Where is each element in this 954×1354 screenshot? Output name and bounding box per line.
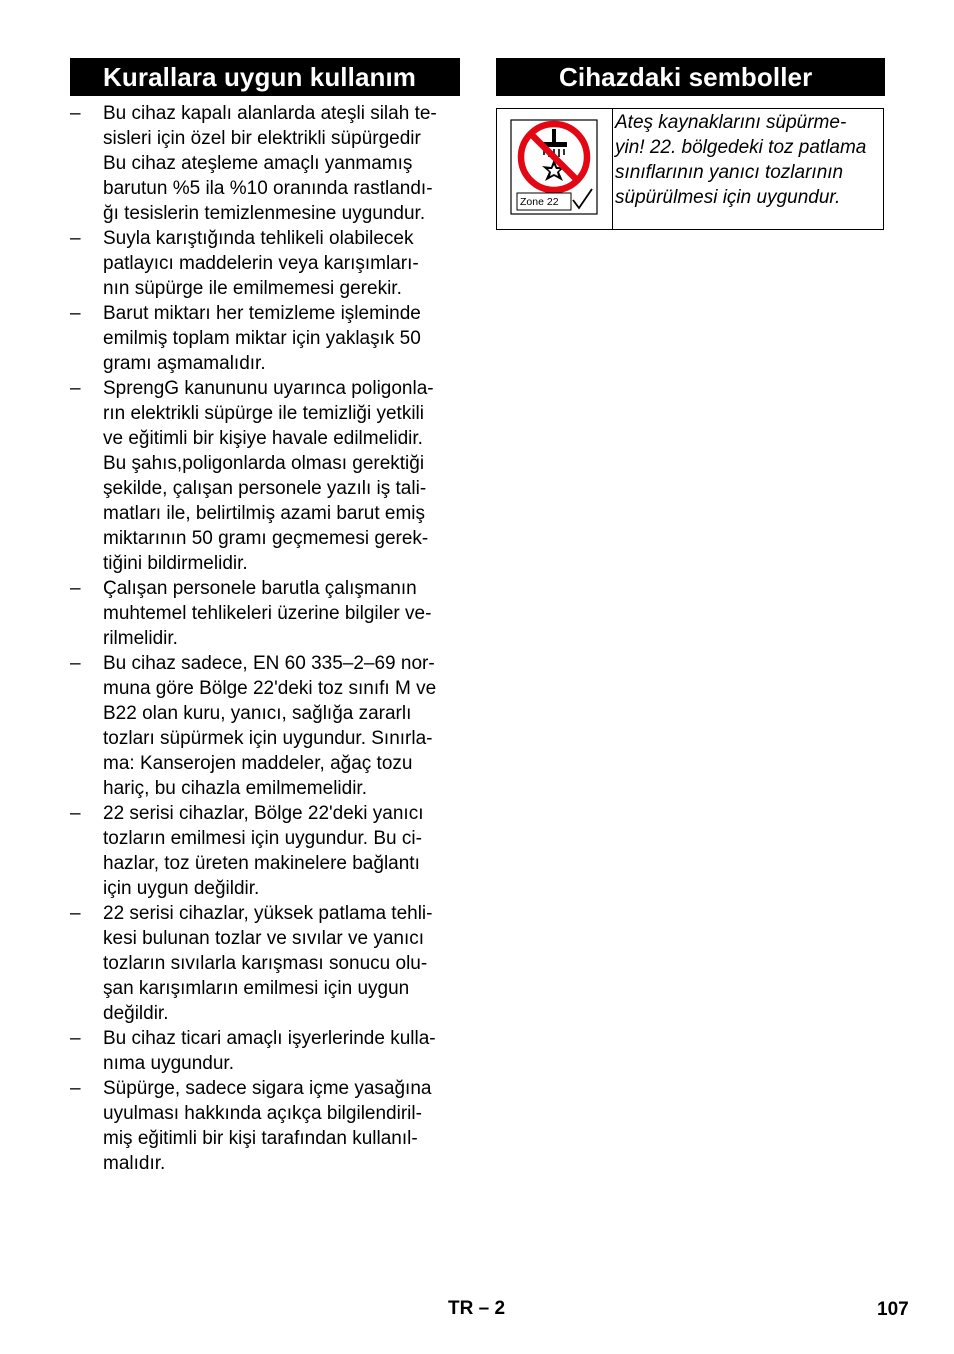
list-item — [70, 901, 460, 1026]
list-item-text: Bu cihaz kapalı alanlarda ateşli silah te- sisleri için özel bir elektrikli süpürgedir Bu cihaz ateşleme amaçlı yanmamış barutun %5 ila %10 oranında rastlandı- ğı tesislerin temizlenmesine uygundur. — [103, 103, 437, 224]
bullet-dash: – — [70, 228, 81, 249]
bullet-dash: – — [70, 1028, 81, 1049]
table-row — [497, 109, 884, 230]
list-item — [70, 651, 460, 801]
bullet-dash: – — [70, 1078, 81, 1099]
list-item-text: Bu cihaz sadece, EN 60 335–2–69 nor- muna göre Bölge 22'deki toz sınıfı M ve B22 olan kuru, yanıcı, sağlığa zararlı tozları süpürmek için uygundur. Sınırla- ma: Kanserojen maddeler, ağaç tozu hariç, bu cihazla emilmemelidir. — [103, 653, 437, 799]
bullet-dash: – — [70, 303, 81, 324]
bullet-dash: – — [70, 378, 81, 399]
section-code: TR – 2 — [448, 1298, 506, 1319]
right-column — [496, 58, 885, 230]
list-item-text: Suyla karıştığında tehlikeli olabilecek patlayıcı maddelerin veya karışımları- nın süpürge ile emilmemesi gerekir. — [103, 228, 419, 299]
list-item-text: 22 serisi cihazlar, Bölge 22'deki yanıcı tozların emilmesi için uygundur. Bu ci- hazlar, toz üreten makinelere bağlantı için uygun değildir. — [103, 803, 424, 899]
list-item-text: SprengG kanununu uyarınca poligonla- rın elektrikli süpürge ile temizliği yetkili ve eğitimli bir kişiye havale edilmelidir. Bu şahıs,poligonlarda olması gerektiği şekilde, çalışan personele yazılı iş tali- matları ile, belirtilmiş azami barut emiş miktarının 50 gramı geçmemesi gerek- tiğini bildirmelidir. — [103, 378, 434, 574]
list-item-text: Bu cihaz ticari amaçlı işyerlerinde kulla- nıma uygundur. — [103, 1028, 436, 1074]
symbol-table — [496, 108, 884, 230]
rules-list — [70, 101, 460, 1176]
bullet-dash: – — [70, 803, 81, 824]
zone-label: Zone 22 — [520, 196, 559, 208]
bullet-dash: – — [70, 653, 81, 674]
list-item — [70, 1076, 460, 1176]
bullet-dash: – — [70, 103, 81, 124]
bullet-dash: – — [70, 903, 81, 924]
section-heading-intended-use: Kurallara uygun kullanım — [70, 58, 460, 96]
list-item-text: Süpürge, sadece sigara içme yasağına uyulması hakkında açıkça bilgilendiril- miş eğitimli bir kişi tarafından kullanıl- malıdır. — [103, 1078, 432, 1174]
list-item — [70, 576, 460, 651]
list-item — [70, 801, 460, 901]
left-column — [70, 58, 460, 1176]
list-item — [70, 101, 460, 226]
symbol-description: Ateş kaynaklarını süpürme- yin! 22. bölgedeki toz patlama sınıflarının yanıcı tozlarının süpürülmesi için uygundur. — [613, 109, 884, 230]
list-item — [70, 301, 460, 376]
list-item-text: Barut miktarı her temizleme işleminde emilmiş toplam miktar için yaklaşık 50 gramı aşmamalıdır. — [103, 303, 421, 374]
list-item — [70, 376, 460, 576]
list-item-text: 22 serisi cihazlar, yüksek patlama tehli- kesi bulunan tozlar ve sıvılar ve yanıcı tozların sıvılarla karışması sonucu olu- şan karışımların emilmesi için uygun değildir. — [103, 903, 433, 1024]
list-item — [70, 1026, 460, 1076]
list-item-text: Çalışan personele barutla çalışmanın muhtemel tehlikeleri üzerine bilgiler ve- rilmelidir. — [103, 578, 432, 649]
symbol-image-cell — [497, 109, 613, 230]
list-item — [70, 226, 460, 301]
bullet-dash: – — [70, 578, 81, 599]
page-number: 107 — [877, 1299, 909, 1320]
section-heading-device-symbols: Cihazdaki semboller — [496, 58, 885, 96]
no-ignition-sources-zone22-icon — [497, 109, 612, 224]
